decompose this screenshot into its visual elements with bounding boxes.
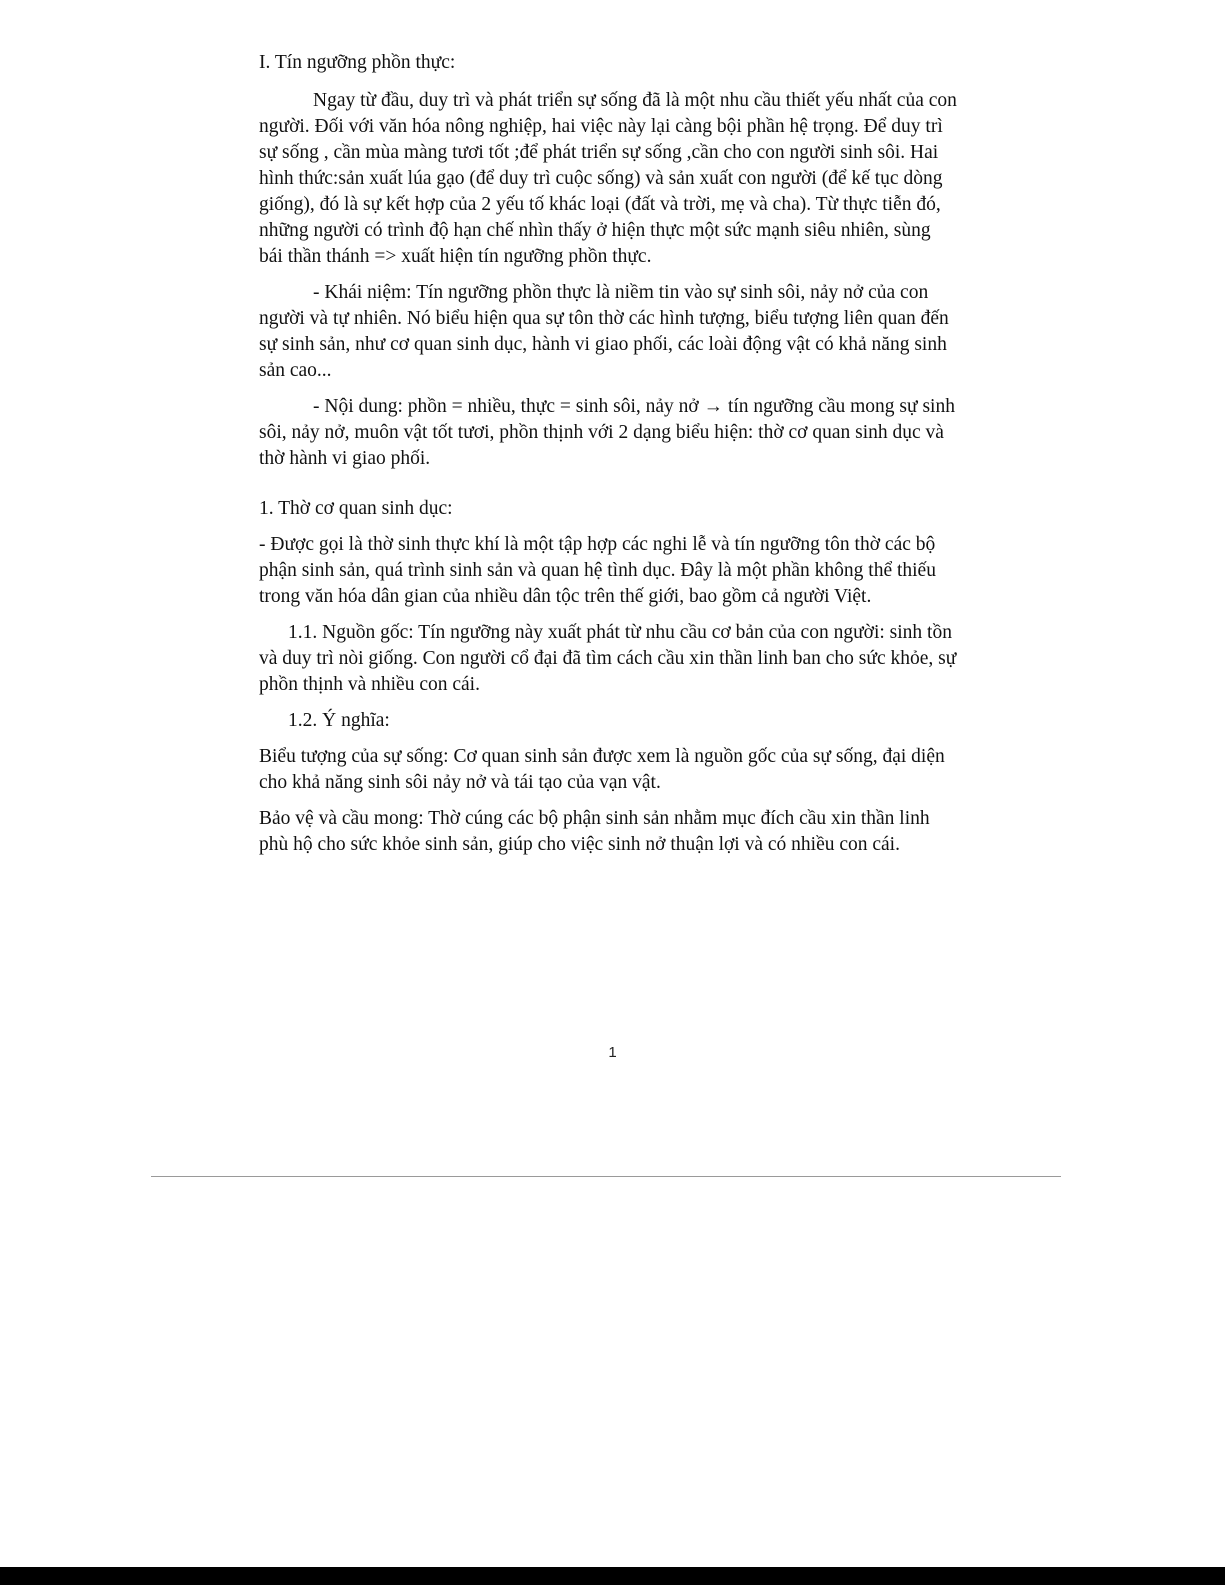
section1-paragraph: - Được gọi là thờ sinh thực khí là một tập hợp các nghi lễ và tín ngưỡng tôn thờ các bộ phận sinh sản, quá trình sinh sản và quan hệ tình dục. Đây là một phần không thể thiếu trong văn hóa dân gian của nhiều dân tộc trên thế giới, bao gồm cả người Việt.	[259, 534, 936, 607]
intro-paragraph: Ngay từ đầu, duy trì và phát triển sự sống đã là một nhu cầu thiết yếu nhất của con người. Đối với văn hóa nông nghiệp, hai việc này lại càng bội phần hệ trọng. Để duy trì sự sống , cần mùa màng tươi tốt ;để phát triển sự sống ,cần cho con người sinh sôi. Hai hình thức:sản xuất lúa gạo (để duy trì cuộc sống) và sản xuất con người (để kế tục dòng giống), đó là sự kết hợp của 2 yếu tố khác loại (đất và trời, mẹ và cha). Từ thực tiễn đó, những người có trình độ hạn chế nhìn thấy ở hiện thực một sức mạnh siêu nhiên, sùng bái thần thánh => xuất hiện tín ngưỡng phồn thực.	[259, 90, 957, 267]
main-heading: I. Tín ngưỡng phồn thực:	[259, 52, 456, 73]
meaning-heading: 1.2. Ý nghĩa:	[288, 710, 390, 731]
section1-heading: 1. Thờ cơ quan sinh dục:	[259, 498, 453, 519]
page-number: 1	[608, 1044, 617, 1061]
bottom-edge-bar	[0, 1567, 1225, 1585]
symbol-paragraph: Biểu tượng của sự sống: Cơ quan sinh sản được xem là nguồn gốc của sự sống, đại diện cho khả năng sinh sôi nảy nở và tái tạo của vạn vật.	[259, 746, 945, 793]
page-content	[259, 50, 959, 868]
concept-paragraph: - Khái niệm: Tín ngưỡng phồn thực là niềm tin vào sự sinh sôi, nảy nở của con người và tự nhiên. Nó biểu hiện qua sự tôn thờ các hình tượng, biểu tượng liên quan đến sự sinh sản, như cơ quan sinh dục, hành vi giao phối, các loài động vật có khả năng sinh sản cao...	[259, 282, 949, 381]
protection-paragraph: Bảo vệ và cầu mong: Thờ cúng các bộ phận sinh sản nhằm mục đích cầu xin thần linh phù hộ cho sức khỏe sinh sản, giúp cho việc sinh nở thuận lợi và có nhiều con cái.	[259, 808, 930, 855]
origin-paragraph: 1.1. Nguồn gốc: Tín ngưỡng này xuất phát từ nhu cầu cơ bản của con người: sinh tồn và duy trì nòi giống. Con người cổ đại đã tìm cách cầu xin thần linh ban cho sức khỏe, sự phồn thịnh và nhiều con cái.	[259, 622, 957, 695]
page-break-divider	[151, 1176, 1061, 1177]
content-paragraph: - Nội dung: phồn = nhiều, thực = sinh sôi, nảy nở → tín ngưỡng cầu mong sự sinh sôi, nảy nở, muôn vật tốt tươi, phồn thịnh với 2 dạng biểu hiện: thờ cơ quan sinh dục và thờ hành vi giao phối.	[259, 396, 955, 469]
